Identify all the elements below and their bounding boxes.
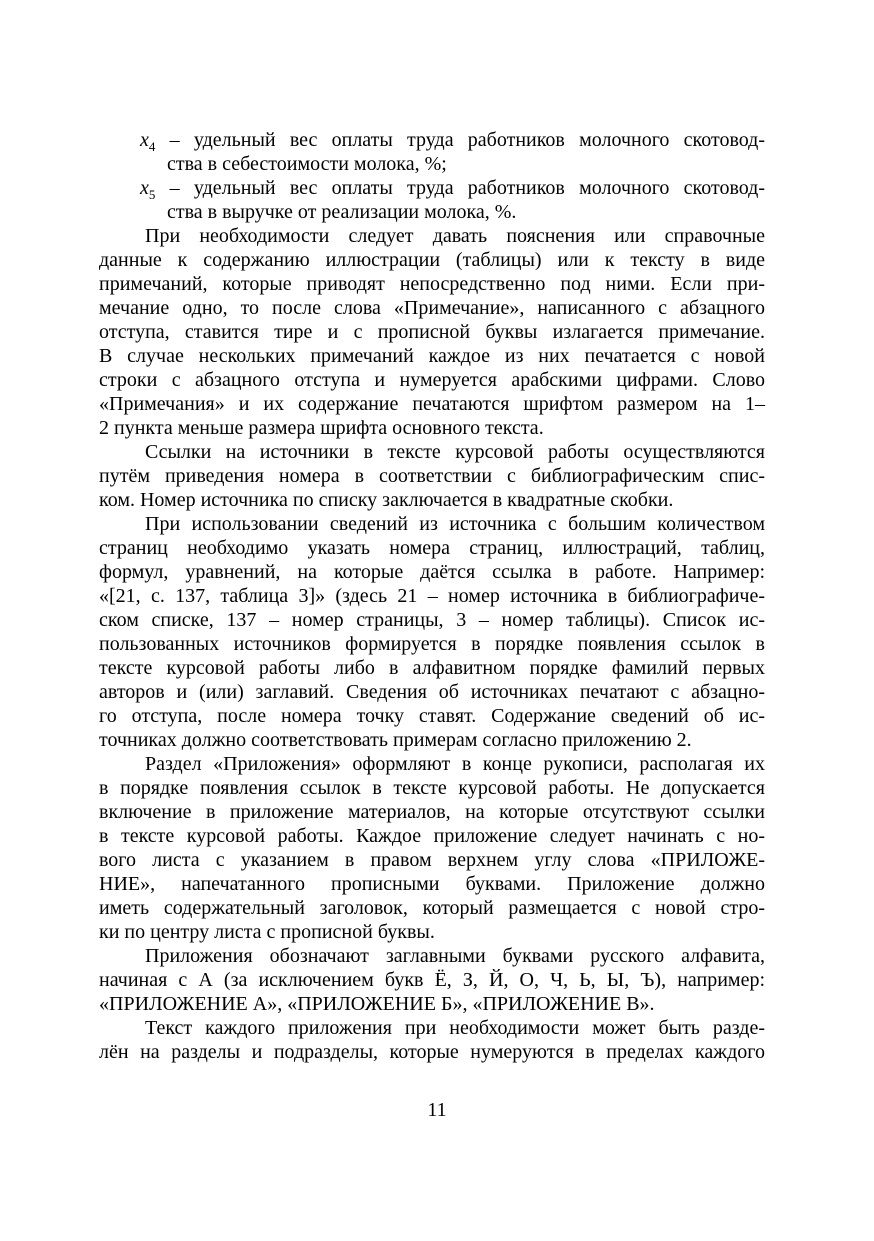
text-line: При необходимости следует давать пояснения или справочные xyxy=(145,225,765,247)
text-line: Ссылки на источники в тексте курсовой работы осуществляются xyxy=(145,441,765,463)
variable-x5-subscript: 5 xyxy=(148,187,156,202)
variable-x-symbol: x xyxy=(140,129,149,151)
text-line: мечание одно, то после слова «Примечание», написанного с абзацного xyxy=(99,297,765,319)
paragraph-appendix-text xyxy=(99,1016,765,1064)
text-line: ки по центру листа с прописной буквы. xyxy=(99,921,435,943)
text-line: «[21, с. 137, таблица 3]» (здесь 21 – номер источника в библиографиче- xyxy=(99,585,765,607)
text-line: «ПРИЛОЖЕНИЕ А», «ПРИЛОЖЕНИЕ Б», «ПРИЛОЖЕНИЕ В». xyxy=(99,993,655,1015)
text-line: пользованных источников формируется в порядке появления ссылок в xyxy=(99,633,765,655)
text-line: данные к содержанию иллюстрации (таблицы) или к тексту в виде xyxy=(99,249,765,271)
text-line: формул, уравнений, на которые даётся ссылка в работе. Например: xyxy=(99,561,765,583)
paragraph-appendix-lettering xyxy=(99,944,765,1016)
text-line: Раздел «Приложения» оформляют в конце рукописи, располагая их xyxy=(145,753,765,775)
text-line: иметь содержательный заголовок, который размещается с новой стро- xyxy=(99,897,765,919)
text-line: НИЕ», напечатанного прописными буквами. Приложение должно xyxy=(99,873,765,895)
text-line: Приложения обозначают заглавными буквами русского алфавита, xyxy=(145,945,765,967)
text-line: вого листа с указанием в правом верхнем углу слова «ПРИЛОЖЕ- xyxy=(99,849,765,871)
text-line: примечаний, которые приводят непосредственно под ними. Если при- xyxy=(99,273,765,295)
text-line: строки с абзацного отступа и нумеруется арабскими цифрами. Слово xyxy=(99,369,765,391)
text-line: в тексте курсовой работы. Каждое приложение следует начинать с но- xyxy=(99,825,765,847)
text-line: точниках должно соответствовать примерам согласно приложению 2. xyxy=(99,729,692,751)
text-line: ства в себестоимости молока, %; xyxy=(167,153,447,175)
text-line: В случае нескольких примечаний каждое из них печатается с новой xyxy=(99,345,765,367)
text-line: авторов и (или) заглавий. Сведения об источниках печатают с абзацно- xyxy=(99,681,765,703)
text-line: включение в приложение материалов, на которые отсутствуют ссылки xyxy=(99,801,765,823)
definition-item-x5 xyxy=(99,176,765,224)
variable-x-symbol: x xyxy=(140,177,149,199)
text-line: начиная с А (за исключением букв Ё, З, Й, О, Ч, Ь, Ы, Ъ), например: xyxy=(99,969,765,991)
text-line: «Примечания» и их содержание печатаются шрифтом размером на 1– xyxy=(99,393,765,415)
text-line: Текст каждого приложения при необходимости может быть разде- xyxy=(145,1017,765,1039)
text-line: При использовании сведений из источника с большим количеством xyxy=(145,513,765,535)
text-line xyxy=(99,128,765,152)
text-line: путём приведения номера в соответствии с библиографическим спис- xyxy=(99,465,765,487)
definition-text: – удельный вес оплаты труда работников молочного скотовод- xyxy=(169,177,766,199)
paragraph-references xyxy=(99,440,765,512)
text-line xyxy=(99,176,765,200)
text-line: тексте курсовой работы либо в алфавитном порядке фамилий первых xyxy=(99,657,765,679)
paragraph-appendix-section xyxy=(99,752,765,944)
text-line: 2 пункта меньше размера шрифта основного текста. xyxy=(99,417,544,439)
text-line: ком. Номер источника по списку заключается в квадратные скобки. xyxy=(99,489,674,511)
text-line: лён на разделы и подразделы, которые нумеруются в пределах каждого xyxy=(99,1041,765,1063)
text-line: ства в выручке от реализации молока, %. xyxy=(167,201,517,223)
definition-item-x4 xyxy=(99,128,765,176)
text-line: в порядке появления ссылок в тексте курсовой работы. Не допускается xyxy=(99,777,765,799)
paragraph-notes-rules xyxy=(99,224,765,440)
text-line: страниц необходимо указать номера страниц, иллюстраций, таблиц, xyxy=(99,537,765,559)
paragraph-source-citation xyxy=(99,512,765,752)
text-line: го отступа, после номера точку ставят. Содержание сведений об ис- xyxy=(99,705,765,727)
definition-text: – удельный вес оплаты труда работников молочного скотовод- xyxy=(169,129,766,151)
text-line: отступа, ставится тире и с прописной буквы излагается примечание. xyxy=(99,321,765,343)
page-number: 11 xyxy=(427,1099,447,1121)
variable-x4-subscript: 4 xyxy=(148,139,156,154)
text-line: ском списке, 137 – номер страницы, 3 – номер таблицы). Список ис- xyxy=(99,609,765,631)
page-text xyxy=(99,128,765,1064)
